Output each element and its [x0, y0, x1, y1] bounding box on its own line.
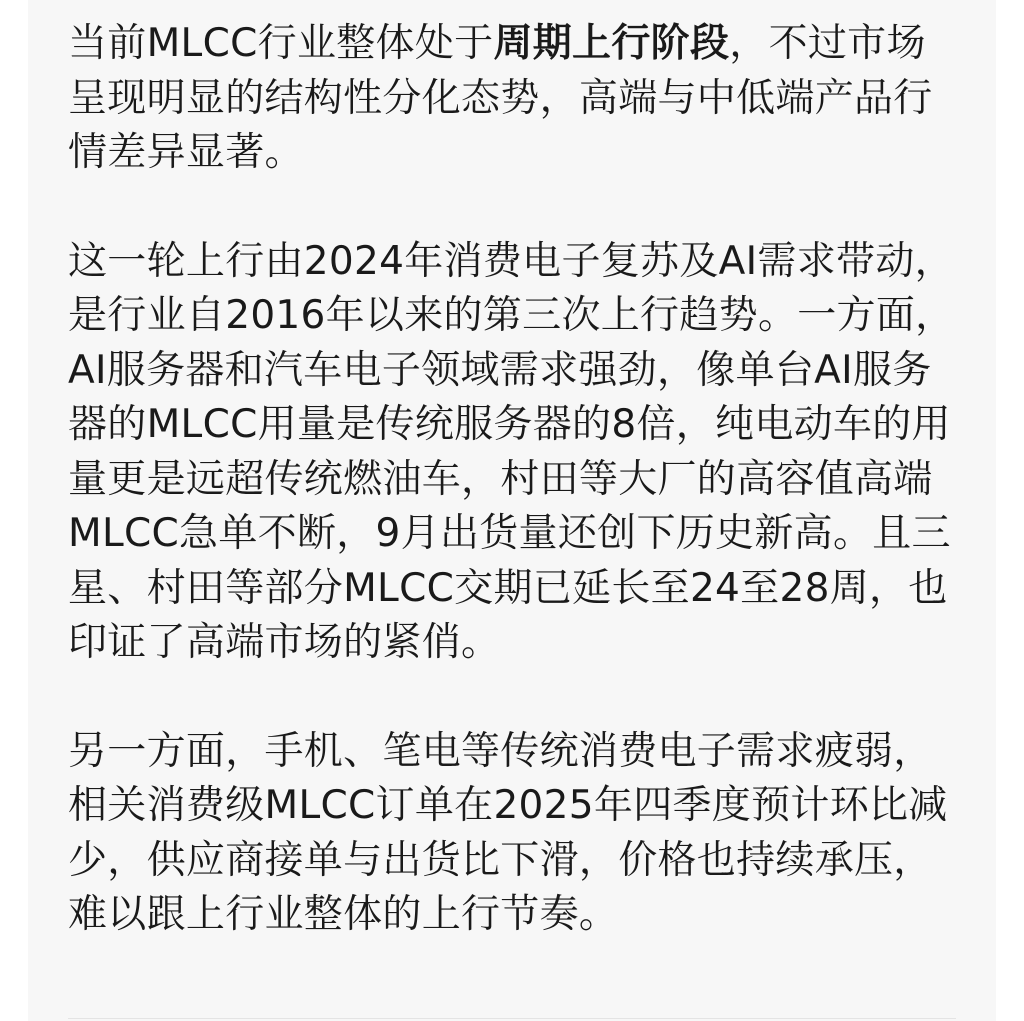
paragraph-1-tail: ，不过市场呈现明显的结构性分化态势，高端与中低端产品行情差异显著。	[68, 21, 933, 175]
paragraph-2: 这一轮上行由2024年消费电子复苏及AI需求带动，是行业自2016年以来的第三次上行趋势。一方面，AI服务器和汽车电子领域需求强劲，像单台AI服务器的MLCC用量是传统服务器的8倍，纯电动车的用量更是远超传统燃油车，村田等大厂的高容值高端MLCC急单不断，9月出货量还创下历史新高。且三星、村田等部分MLCC交期已延长至24至28周，也印证了高端市场的紧俏。	[68, 238, 955, 665]
paragraph-1-lead: 当前MLCC行业整体处于	[68, 21, 494, 66]
paragraph-1	[68, 17, 958, 181]
bottom-divider	[68, 1018, 956, 1019]
paragraph-3: 另一方面，手机、笔电等传统消费电子需求疲弱，相关消费级MLCC订单在2025年四季度预计环比减少，供应商接单与出货比下滑，价格也持续承压，难以跟上行业整体的上行节奏。	[68, 728, 948, 937]
article-card	[28, 0, 996, 1021]
article-body	[68, 17, 958, 943]
paragraph-1-bold: 周期上行阶段	[493, 21, 730, 66]
